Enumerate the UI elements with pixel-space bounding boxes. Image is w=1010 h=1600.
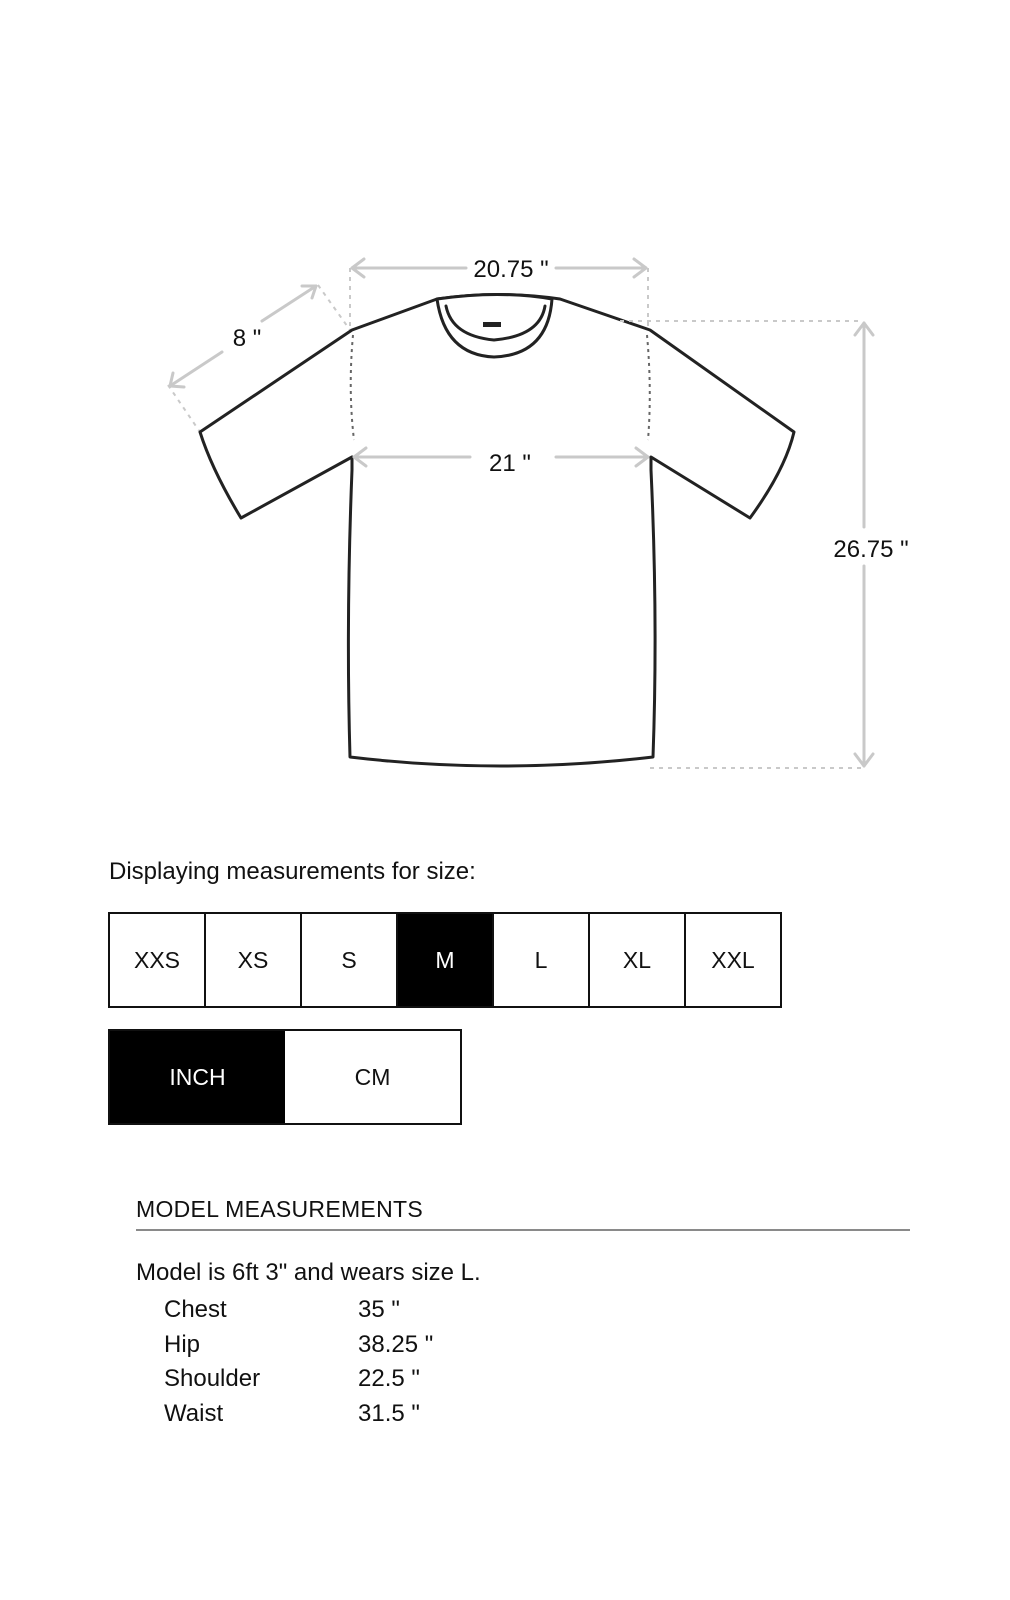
measurement-row: [164, 1362, 433, 1397]
measurement-row: [164, 1397, 433, 1432]
shoulder-width-label: 20.75 ": [473, 256, 549, 283]
size-option-xl[interactable]: XL: [590, 914, 686, 1006]
measurement-name: Hip: [164, 1330, 201, 1358]
measurement-row: [164, 1293, 433, 1328]
size-option-xxs[interactable]: XXS: [110, 914, 206, 1006]
size-option-xs[interactable]: XS: [206, 914, 302, 1006]
size-option-s[interactable]: S: [302, 914, 398, 1006]
model-measurements-title: MODEL MEASUREMENTS: [136, 1196, 423, 1222]
measurement-value: 35 ": [358, 1296, 400, 1324]
model-measurements-table: [164, 1293, 433, 1431]
size-selector: [108, 912, 782, 1008]
measurement-value: 22.5 ": [358, 1365, 420, 1393]
measurement-name: Chest: [164, 1296, 227, 1324]
size-selector-heading: Displaying measurements for size:: [109, 858, 476, 885]
size-option-m[interactable]: M: [398, 914, 494, 1006]
size-option-xxl[interactable]: XXL: [686, 914, 780, 1006]
size-option-l[interactable]: L: [494, 914, 590, 1006]
measurement-name: Waist: [164, 1399, 224, 1427]
section-divider: [136, 1229, 910, 1231]
measurement-name: Shoulder: [164, 1365, 261, 1393]
measurement-row: [164, 1328, 433, 1363]
model-description: Model is 6ft 3" and wears size L.: [136, 1259, 481, 1286]
unit-selector: [108, 1029, 462, 1125]
measurement-value: 31.5 ": [358, 1399, 420, 1427]
tshirt-outline: [200, 295, 794, 767]
body-length-label: 26.75 ": [833, 536, 909, 563]
unit-option-inch[interactable]: INCH: [110, 1031, 285, 1123]
chest-width-label: 21 ": [489, 450, 531, 477]
sleeve-length-label: 8 ": [232, 325, 262, 352]
measurement-value: 38.25 ": [358, 1330, 434, 1358]
unit-option-cm[interactable]: CM: [285, 1031, 460, 1123]
